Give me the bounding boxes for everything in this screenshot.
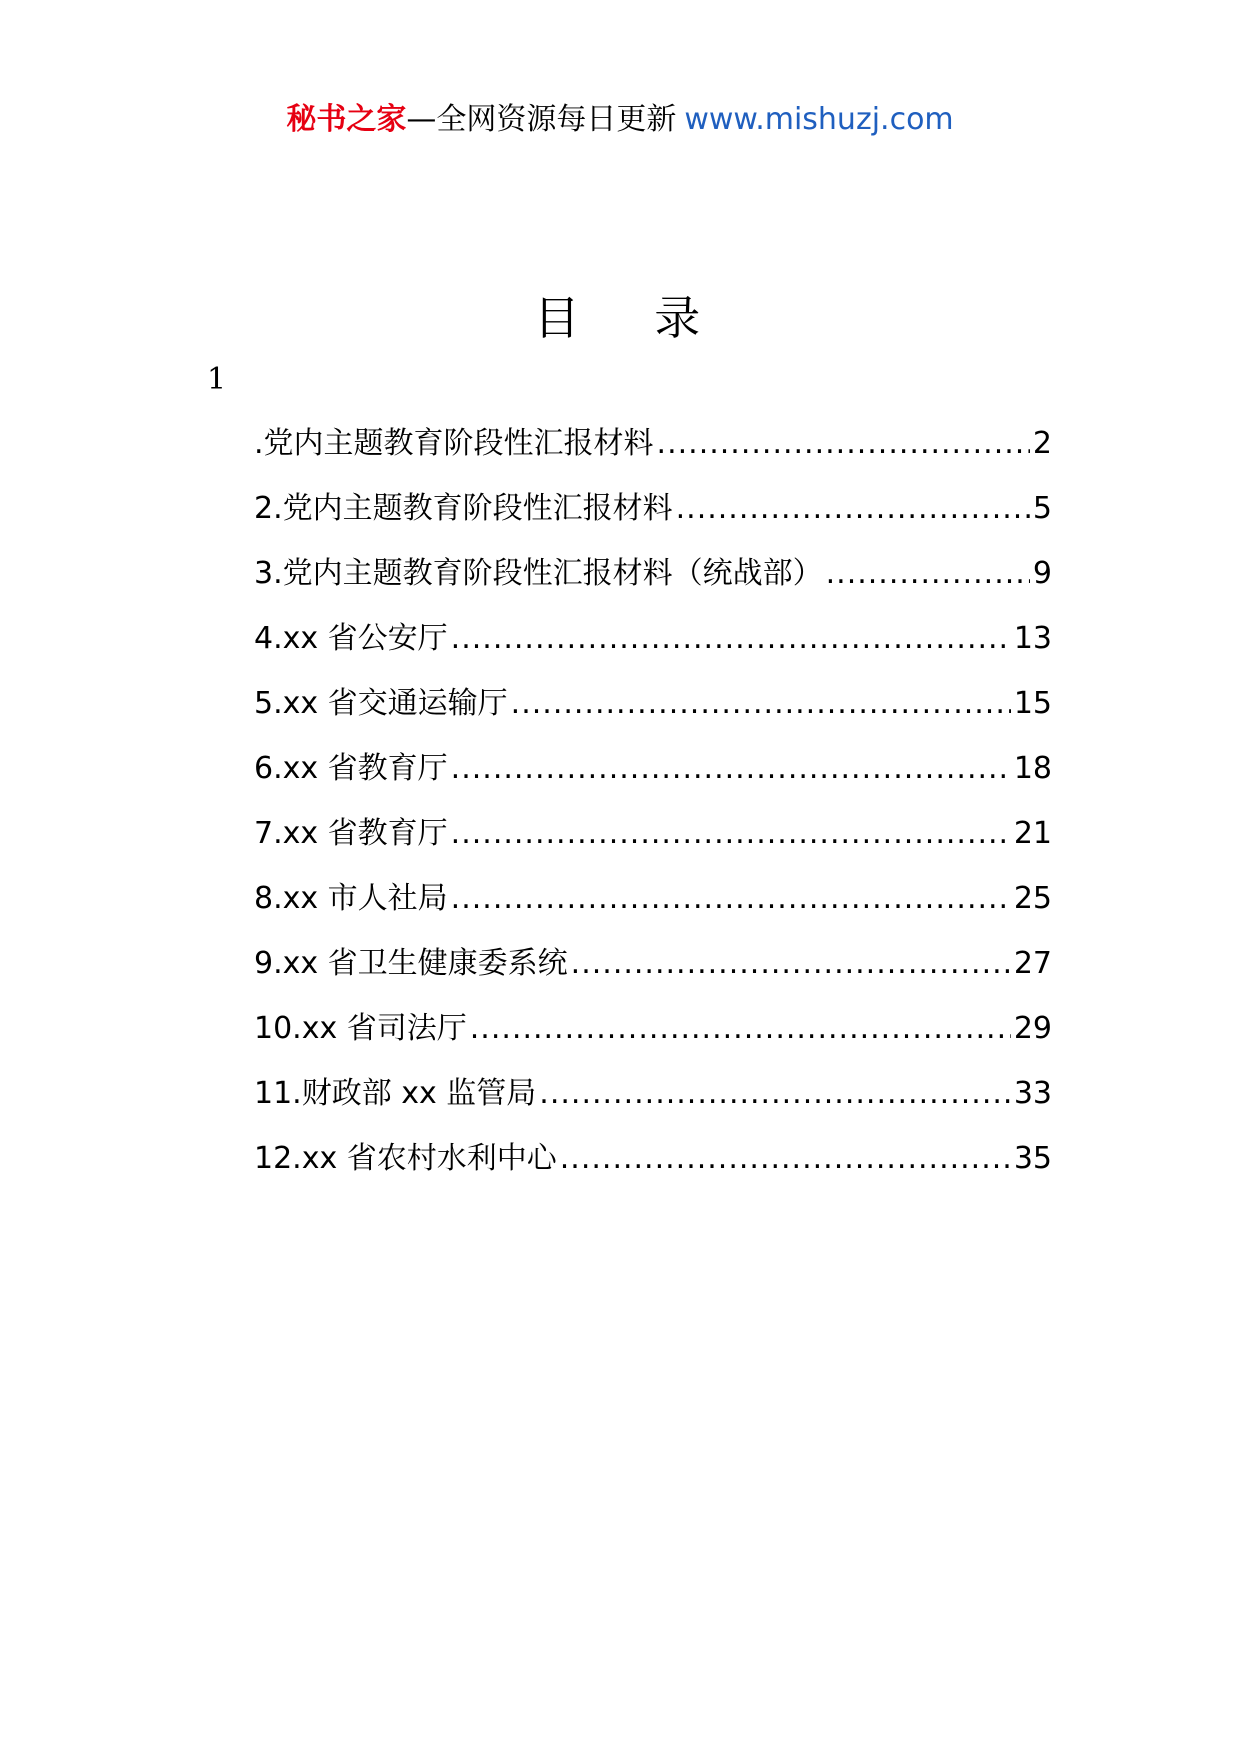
toc-dot-leader	[451, 619, 1011, 659]
toc-entry-text: 11.财政部 xx 监管局	[254, 1076, 537, 1111]
stray-list-number: 1	[207, 362, 227, 397]
table-of-contents	[254, 424, 1052, 1204]
toc-entry-text: 3.党内主题教育阶段性汇报材料（统战部）	[254, 556, 823, 591]
toc-entry[interactable]	[254, 1074, 1052, 1139]
toc-entry-text: 2.党内主题教育阶段性汇报材料	[254, 491, 673, 526]
toc-entry-text: 10.xx 省司法厅	[254, 1011, 467, 1046]
toc-entry[interactable]	[254, 814, 1052, 879]
toc-page-number: 13	[1013, 621, 1052, 656]
toc-entry-text: 7.xx 省教育厅	[254, 816, 448, 851]
header-tagline: —全网资源每日更新	[406, 102, 677, 137]
toc-page-number: 29	[1013, 1011, 1052, 1046]
brand-name: 秘书之家	[286, 102, 407, 137]
toc-entry-text: 9.xx 省卫生健康委系统	[254, 946, 568, 981]
toc-dot-leader	[560, 1139, 1011, 1179]
toc-dot-leader	[676, 489, 1030, 529]
toc-page-number: 2	[1032, 426, 1052, 461]
toc-entry[interactable]	[254, 619, 1052, 684]
site-url-link[interactable]: www.mishuzj.com	[684, 102, 954, 137]
toc-entry[interactable]	[254, 489, 1052, 554]
toc-entry-text: 6.xx 省教育厅	[254, 751, 448, 786]
toc-title: 目 录	[533, 291, 731, 345]
toc-entry-text: 4.xx 省公安厅	[254, 621, 448, 656]
toc-entry-text: 12.xx 省农村水利中心	[254, 1141, 557, 1176]
toc-dot-leader	[657, 424, 1030, 464]
toc-page-number: 5	[1032, 491, 1052, 526]
toc-dot-leader	[571, 944, 1011, 984]
toc-entry[interactable]	[254, 944, 1052, 1009]
toc-dot-leader	[451, 879, 1011, 919]
toc-entry[interactable]	[254, 424, 1052, 489]
toc-page-number: 25	[1013, 881, 1052, 916]
toc-page-number: 9	[1032, 556, 1052, 591]
toc-dot-leader	[451, 814, 1011, 854]
toc-dot-leader	[511, 684, 1011, 724]
toc-page-number: 35	[1013, 1141, 1052, 1176]
toc-dot-leader	[826, 554, 1030, 594]
toc-entry[interactable]	[254, 1009, 1052, 1074]
toc-page-number: 18	[1013, 751, 1052, 786]
toc-entry[interactable]	[254, 749, 1052, 814]
toc-page-number: 27	[1013, 946, 1052, 981]
toc-entry[interactable]	[254, 684, 1052, 749]
toc-page-number: 15	[1013, 686, 1052, 721]
toc-entry[interactable]	[254, 879, 1052, 944]
toc-dot-leader	[470, 1009, 1011, 1049]
page-header	[0, 100, 1240, 140]
toc-entry-text: .党内主题教育阶段性汇报材料	[254, 426, 654, 461]
toc-entry-text: 5.xx 省交通运输厅	[254, 686, 508, 721]
toc-page-number: 33	[1013, 1076, 1052, 1111]
toc-page-number: 21	[1013, 816, 1052, 851]
toc-dot-leader	[451, 749, 1011, 789]
toc-entry-text: 8.xx 市人社局	[254, 881, 448, 916]
toc-entry[interactable]	[254, 554, 1052, 619]
toc-entry[interactable]	[254, 1139, 1052, 1204]
toc-dot-leader	[539, 1074, 1011, 1114]
